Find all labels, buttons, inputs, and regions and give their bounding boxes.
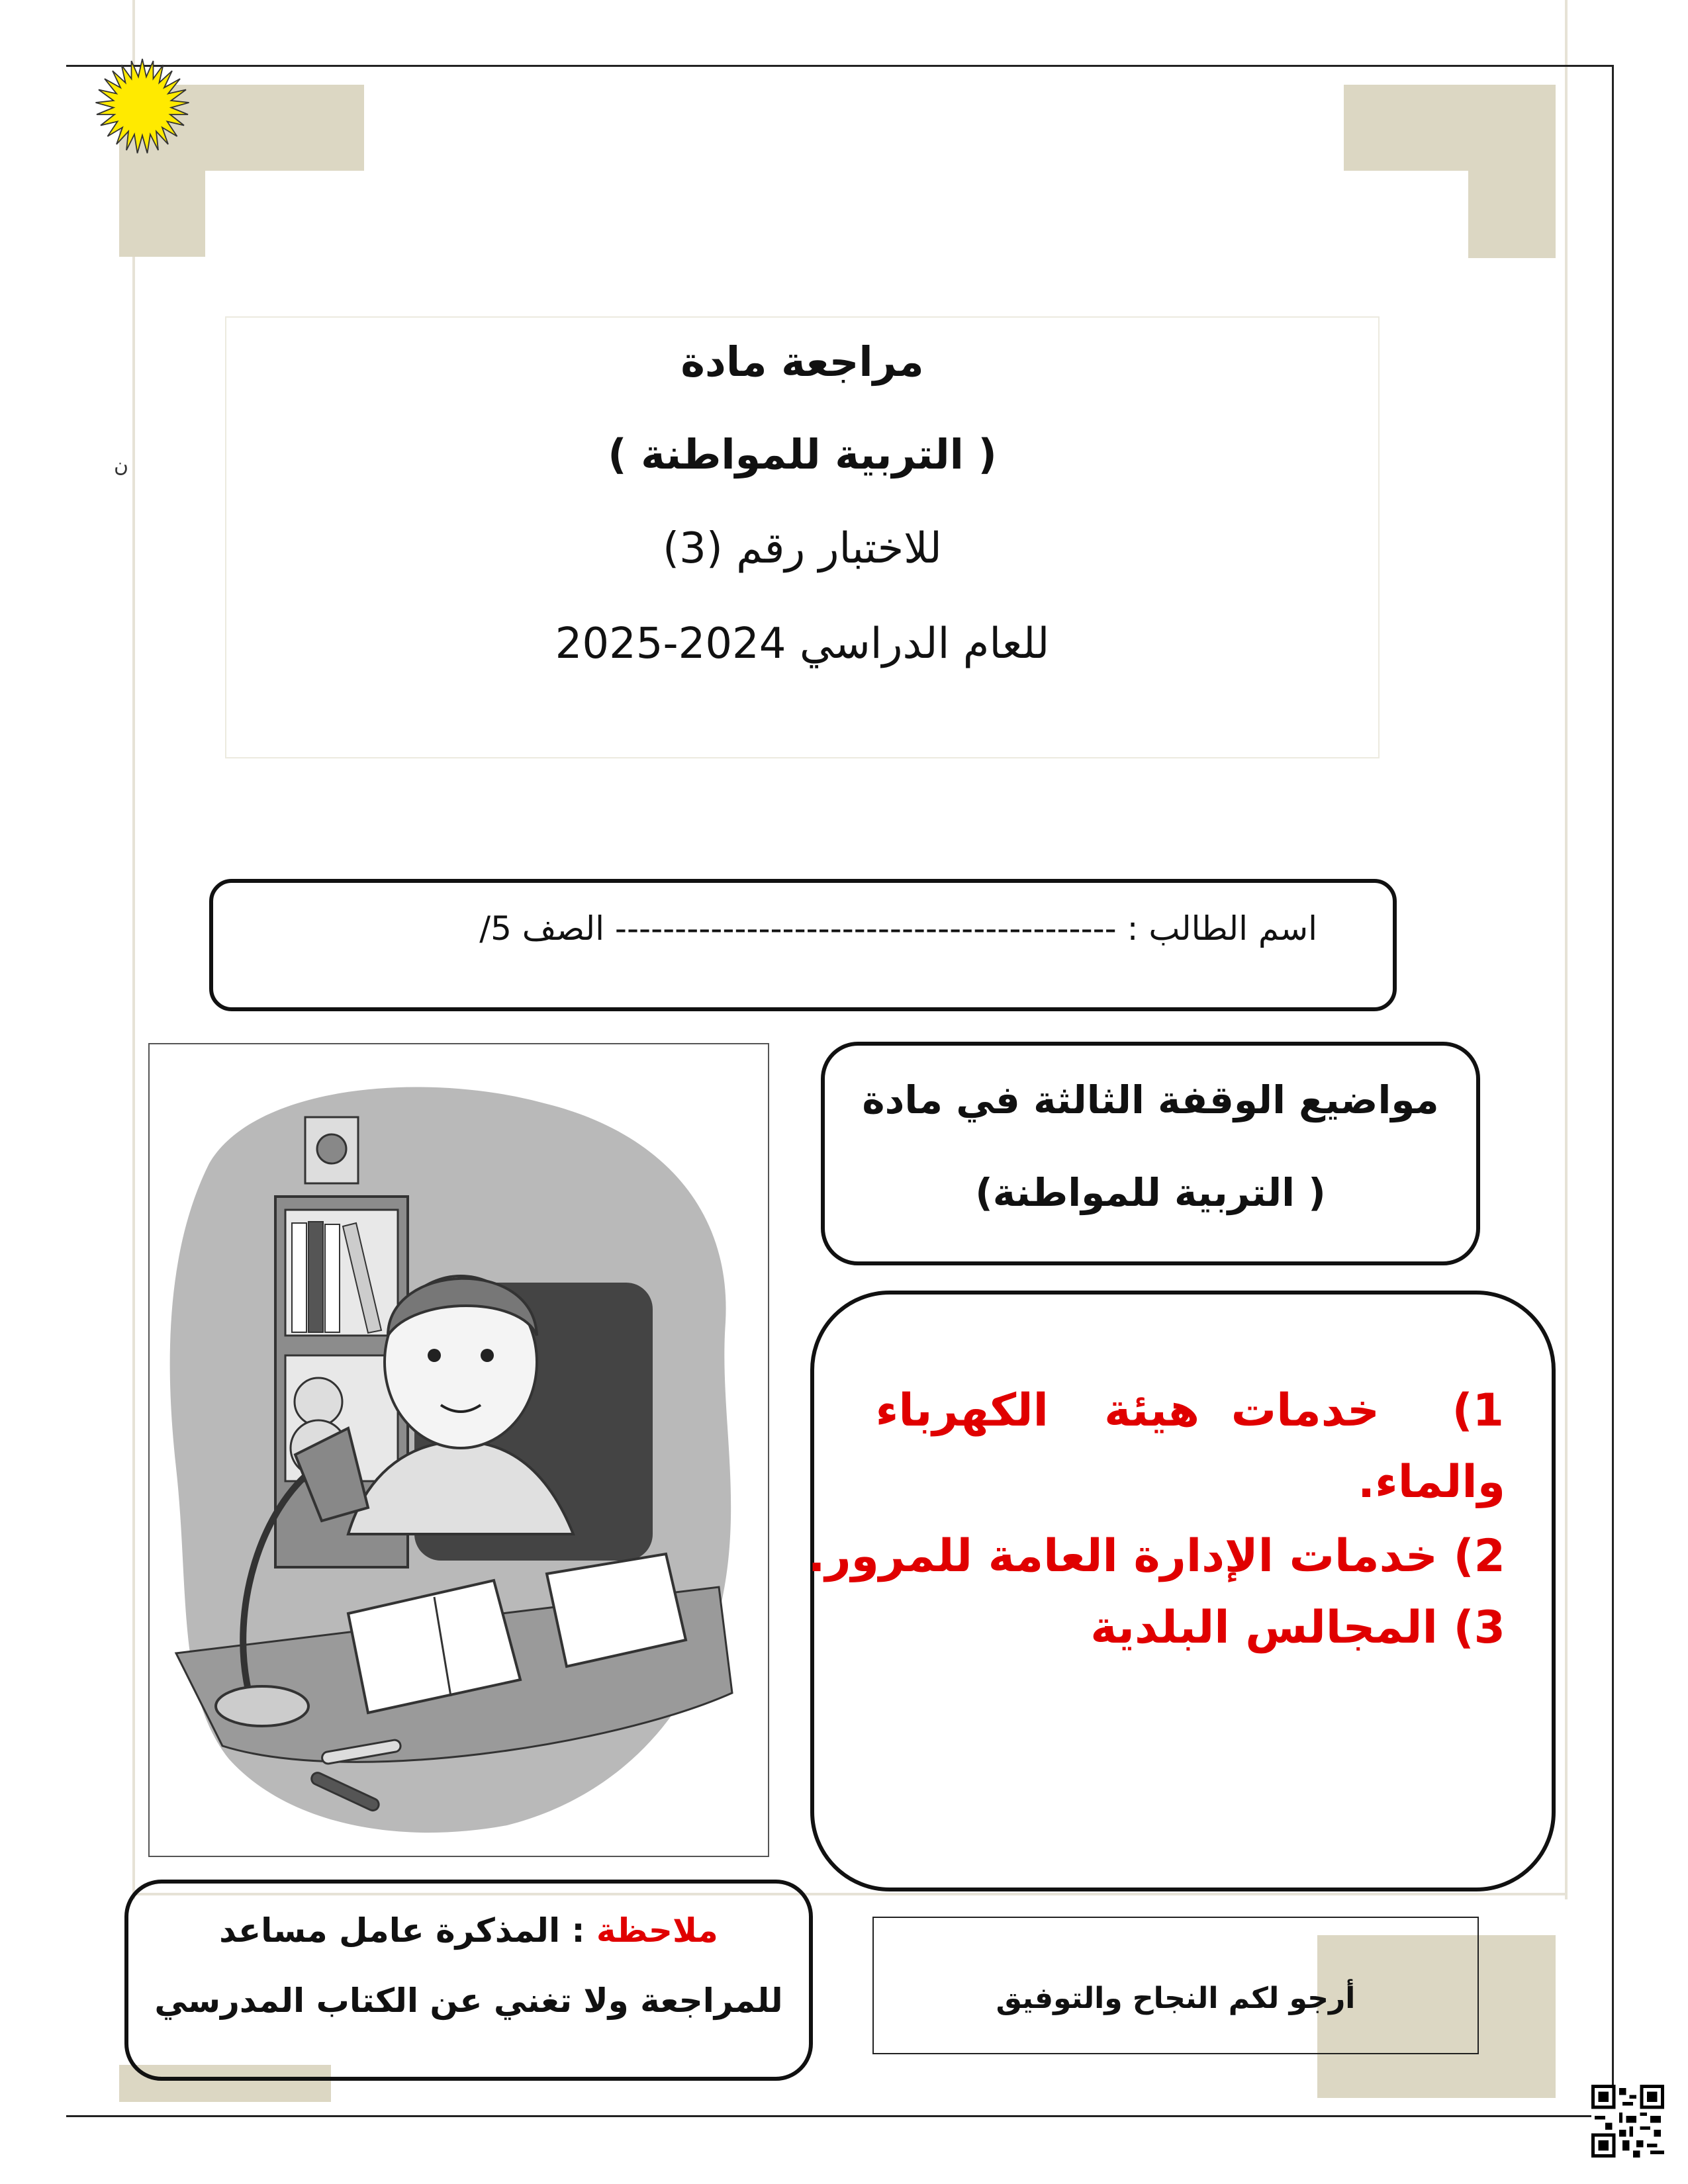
title-school-year: للعام الدراسي 2024-2025 bbox=[555, 619, 1050, 668]
note-label: ملاحظة bbox=[596, 1911, 718, 1950]
study-scene-image bbox=[150, 1044, 768, 1856]
topics-heading-box bbox=[821, 1042, 1480, 1265]
student-name-field[interactable]: اسم الطالب : ------------------------------------------ الصف 5/ bbox=[479, 909, 1317, 948]
wish-box bbox=[872, 1917, 1479, 2054]
topic-item-3: 3) المجالس البلدية bbox=[1090, 1602, 1505, 1654]
topics-heading-line-1: مواضيع الوقفة الثالثة في مادة bbox=[862, 1077, 1439, 1122]
topic-item-2: 2) خدمات الإدارة العامة للمرور. bbox=[808, 1530, 1505, 1582]
student-studying-illustration bbox=[148, 1043, 769, 1857]
title-subject: ( التربية للمواطنة ) bbox=[608, 430, 997, 478]
note-line-1 bbox=[128, 1911, 809, 1950]
title-box bbox=[225, 316, 1380, 758]
stray-character: ن bbox=[114, 454, 129, 477]
note-text-1: : المذكرة عامل مساعد bbox=[219, 1911, 596, 1950]
qr-code-icon[interactable] bbox=[1591, 2085, 1664, 2158]
student-name-box bbox=[209, 879, 1397, 1011]
note-line-2: للمراجعة ولا تغني عن الكتاب المدرسي bbox=[154, 1981, 783, 2020]
title-line-1: مراجعة مادة bbox=[680, 338, 924, 386]
page-bottom-line bbox=[66, 2115, 1614, 2117]
topics-list-box: 1) خدمات هيئة الكهرباء والماء. 2) خدمات الإدارة العامة للمرور. 3) المجالس البلدية bbox=[810, 1291, 1556, 1891]
note-box bbox=[124, 1880, 813, 2081]
wish-text: أرجو لكم النجاح والتوفيق bbox=[996, 1981, 1356, 2015]
title-test-number: للاختبار رقم (3) bbox=[663, 524, 942, 573]
topics-heading-line-2: ( التربية للمواطنة) bbox=[975, 1170, 1326, 1215]
sun-icon bbox=[93, 57, 192, 156]
